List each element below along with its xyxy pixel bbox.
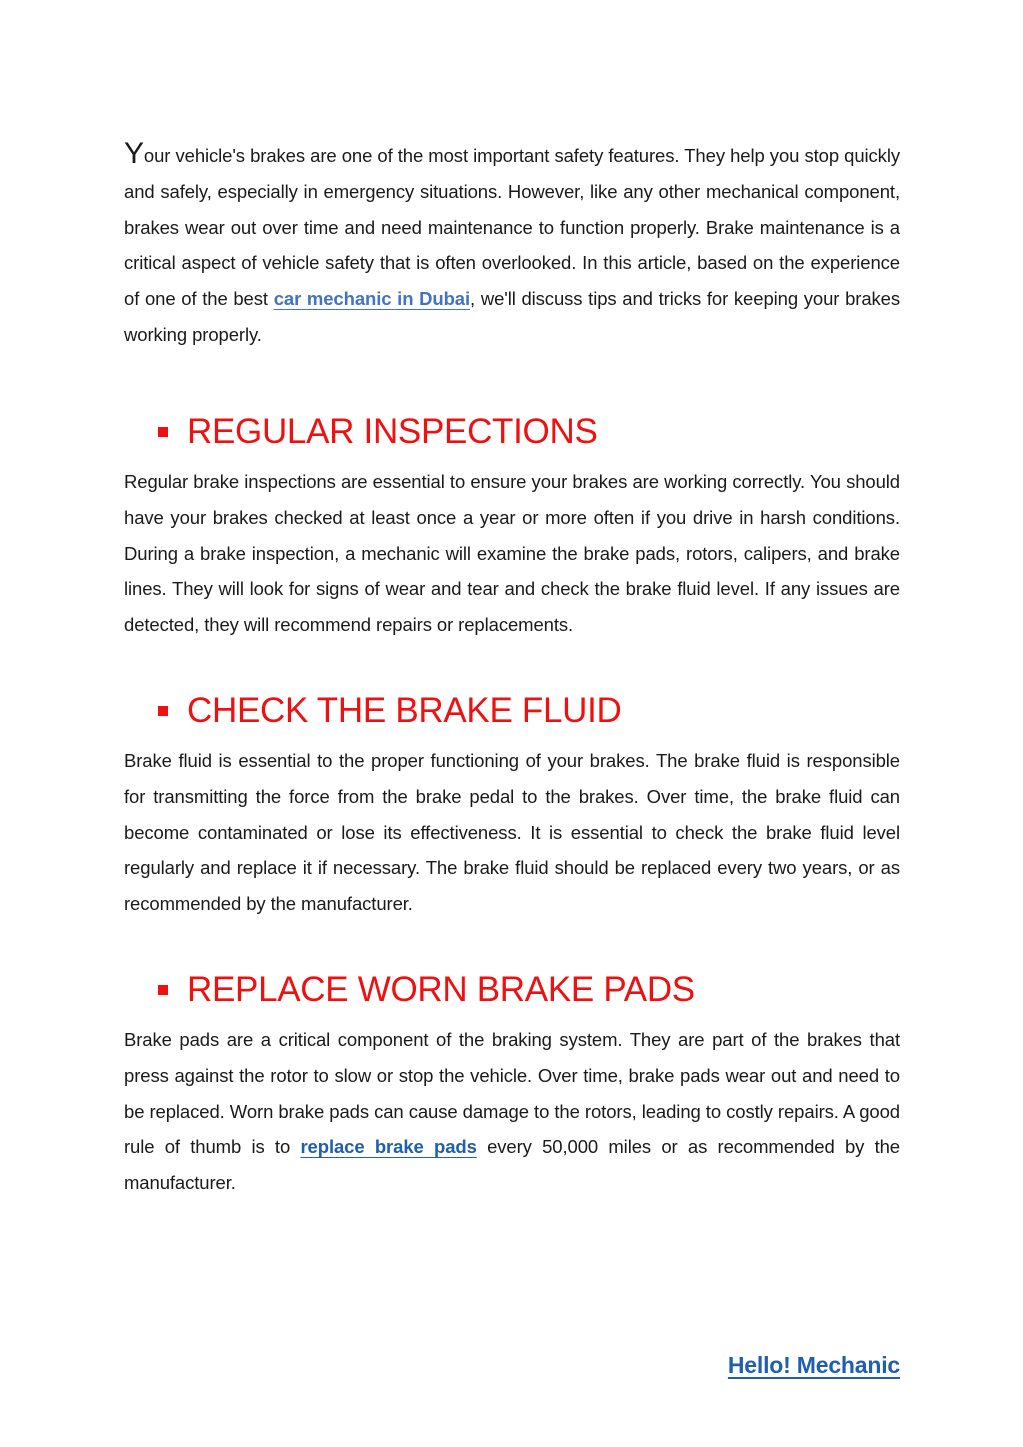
car-mechanic-dubai-link[interactable]: car mechanic in Dubai [273,288,471,310]
brake-pads-text-after-link: every 50,000 miles or as recommended by the manufacturer. [124,1136,900,1194]
section-heading-text: REGULAR INSPECTIONS [187,412,598,451]
brake-pads-text-before-link: Brake pads are a critical component of the braking system. They are part of the brakes that press against the rotor to slow or stop the vehicle. Over time, brake pads wear out and need to be replaced. Worn brake pads can cause damage to the rotors, leading to costly repairs. A good rule of thumb is to [124,1029,900,1158]
drop-cap: Y [124,137,144,170]
square-bullet-icon [158,985,168,995]
section-body-replace-brake-pads [124,1022,900,1201]
square-bullet-icon [158,427,168,437]
section-body-check-brake-fluid: Brake fluid is essential to the proper functioning of your brakes. The brake fluid is responsible for transmitting the force from the brake pedal to the brakes. Over time, the brake fluid can become contaminated or lose its effectiveness. It is essential to check the brake fluid level regularly and replace it if necessary. The brake fluid should be replaced every two years, or as recommended by the manufacturer. [124,750,900,915]
intro-text-before-link: our vehicle's brakes are one of the most important safety features. They help you stop quickly and safely, especially in emergency situations. However, like any other mechanical component, brakes wear out over time and need maintenance to function properly. Brake maintenance is a critical aspect of vehicle safety that is often overlooked. In this article, based on the experience of one of the best [124,145,900,310]
section-heading-text: CHECK THE BRAKE FLUID [187,691,622,730]
replace-brake-pads-link[interactable]: replace brake pads [300,1136,477,1158]
intro-text-after-link: , we'll discuss tips and tricks for keeping your brakes working properly. [124,288,900,345]
section-body-regular-inspections: Regular brake inspections are essential to ensure your brakes are working correctly. You should have your brakes checked at least once a year or more often if you drive in harsh conditions. During a brake inspection, a mechanic will examine the brake pads, rotors, calipers, and brake lines. They will look for signs of wear and tear and check the brake fluid level. If any issues are detected, they will recommend repairs or replacements. [124,471,900,636]
section-heading-text: REPLACE WORN BRAKE PADS [187,970,695,1009]
section-heading-regular-inspections [158,410,598,454]
intro-paragraph [124,138,900,353]
hello-mechanic-footer-link[interactable]: Hello! Mechanic [727,1352,900,1378]
square-bullet-icon [158,706,168,716]
section-heading-check-brake-fluid [158,689,622,733]
section-heading-replace-brake-pads [158,968,695,1012]
